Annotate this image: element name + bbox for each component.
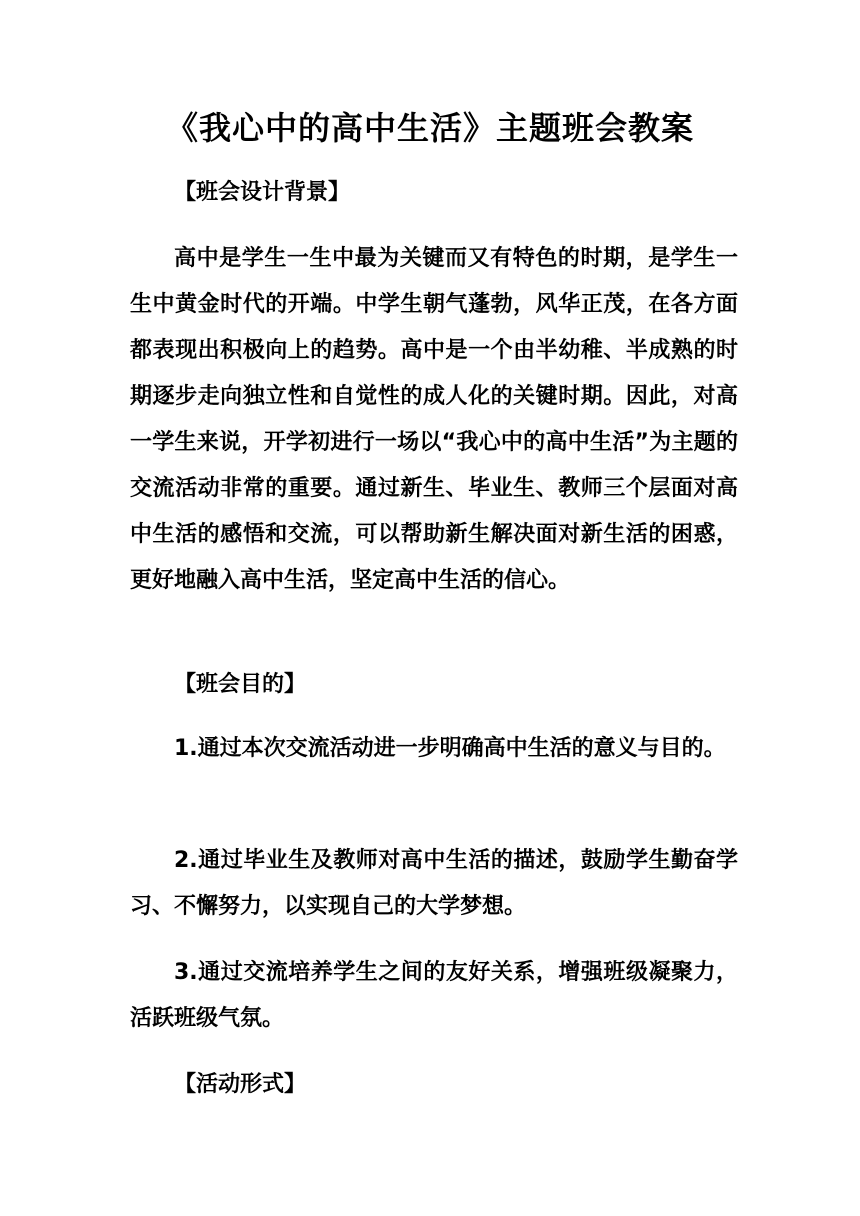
purpose-item-2: 2.通过毕业生及教师对高中生活的描述，鼓励学生勤奋学习、不懈努力，以实现自己的大学梦想。 — [130, 848, 738, 919]
section-heading-purpose: 【班会目的】 — [174, 672, 307, 697]
section-heading-activity-form: 【活动形式】 — [174, 1072, 307, 1097]
purpose-item-3: 3.通过交流培养学生之间的友好关系，增强班级凝聚力，活跃班级气氛。 — [130, 960, 738, 1031]
document-title: 《我心中的高中生活》主题班会教案 — [165, 109, 694, 147]
purpose-item-1: 1.通过本次交流活动进一步明确高中生活的意义与目的。 — [174, 736, 726, 761]
background-paragraph: 高中是学生一生中最为关键而又有特色的时期，是学生一生中黄金时代的开端。中学生朝气蓬勃，风华正茂，在各方面都表现出积极向上的趋势。高中是一个由半幼稚、半成熟的时期逐步走向独立性和自觉性的成人化的关键时期。因此，对高一学生来说，开学初进行一场以“我心中的高中生活”为主题的交流活动非常的重要。通过新生、毕业生、教师三个层面对高中生活的感悟和交流，可以帮助新生解决面对新生活的困惑，更好地融入高中生活，坚定高中生活的信心。 — [130, 246, 738, 593]
section-heading-background: 【班会设计背景】 — [174, 180, 351, 205]
